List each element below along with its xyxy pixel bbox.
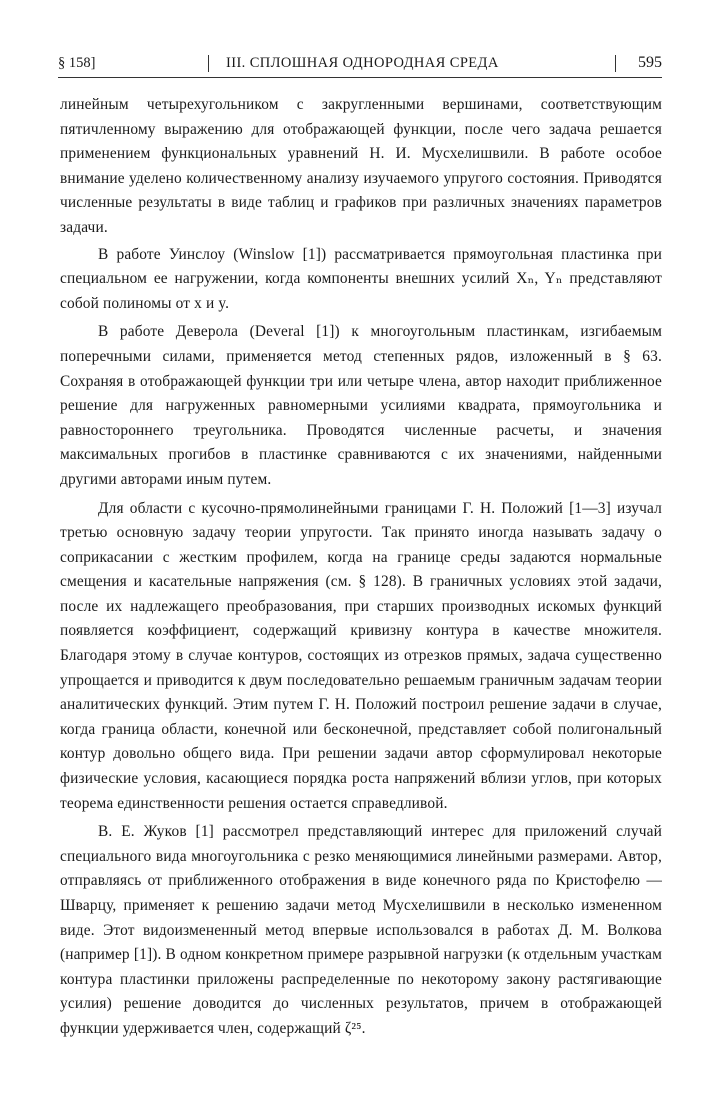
header-chapter-title: III. СПЛОШНАЯ ОДНОРОДНАЯ СРЕДА xyxy=(226,55,499,71)
header-divider xyxy=(208,55,209,72)
paragraph-winslow: В работе Уинслоу (Winslow [1]) рассматривается прямоугольная пластинка при специальном ее нагружении, когда компоненты внешних усилий Xₙ, Yₙ представляют собой полиномы от x и y. xyxy=(60,245,662,312)
paragraph-continued: линейным четырехугольником с закругленными вершинами, соответствующим пятичленному выражению для отображающей функции, после чего задача решается применением функциональных уравнений Н. И. Мусхелишвили. В работе особое внимание уделено количественному анализу изучаемого упругого состояния. Приводятся численные результаты в виде таблиц и графиков при различных значениях параметров задачи. xyxy=(60,96,662,236)
header-rule xyxy=(58,77,662,78)
paragraph-zhukov: В. Е. Жуков [1] рассмотрел представляющий интерес для приложений случай специального вида многоугольника с резко меняющимися линейными размерами. Автор, отправляясь от приближенного отображения в виде конечного ряда по Кристофелю — Шварцу, применяет к решению задачи метод Мусхелишвили в несколько измененном виде. Этот видоизмененный метод впервые использовался в работах Д. М. Волкова (например [1]). В одном конкретном примере разрывной нагрузки (к отдельным участкам контура пластинки приложены распределенные по некоторому закону растягивающие усилия) решение доводится до численных результатов, причем в отображающей функции удерживается член, содержащий ζ²⁵. xyxy=(60,823,662,1037)
header-divider xyxy=(615,55,616,72)
paragraph-deveral: В работе Деверола (Deveral [1]) к многоугольным пластинкам, изгибаемым поперечными силами, применяется метод степенных рядов, изложенный в § 63. Сохраняя в отображающей функции три или четыре члена, автор находит приближенное решение для нагруженных равномерными усилиями квадрата, прямоугольника и равностороннего треугольника. Проводятся численные расчеты, и значения максимальных прогибов в пластинке сравниваются с их значениями, найденными другими авторами иным путем. xyxy=(60,323,662,488)
header-section-ref: § 158] xyxy=(58,55,96,71)
page-number: 595 xyxy=(638,54,662,71)
body-text xyxy=(60,93,662,1042)
running-header xyxy=(58,52,662,74)
paragraph-polozhiy: Для области с кусочно-прямолинейными границами Г. Н. Положий [1—3] изучал третью основную задачу теории упругости. Так принято иногда называть задачу о соприкасании с жестким профилем, когда на границе среды задаются нормальные смещения и касательные напряжения (см. § 128). В граничных условиях этой задачи, после их надлежащего преобразования, при старших производных искомых функций появляется коэффициент, содержащий кривизну контура в качестве множителя. Благодаря этому в случае контуров, состоящих из отрезков прямых, задача существенно упрощается и приводится к двум последовательно решаемым граничным задачам теории аналитических функций. Этим путем Г. Н. Положий построил решение задачи в случае, когда граница области, конечной или бесконечной, представляет собой полигональный контур довольно общего вида. При решении задачи автор сформулировал некоторые физические условия, касающиеся порядка роста напряжений вблизи углов, при которых теорема единственности решения остается справедливой. xyxy=(60,499,662,812)
